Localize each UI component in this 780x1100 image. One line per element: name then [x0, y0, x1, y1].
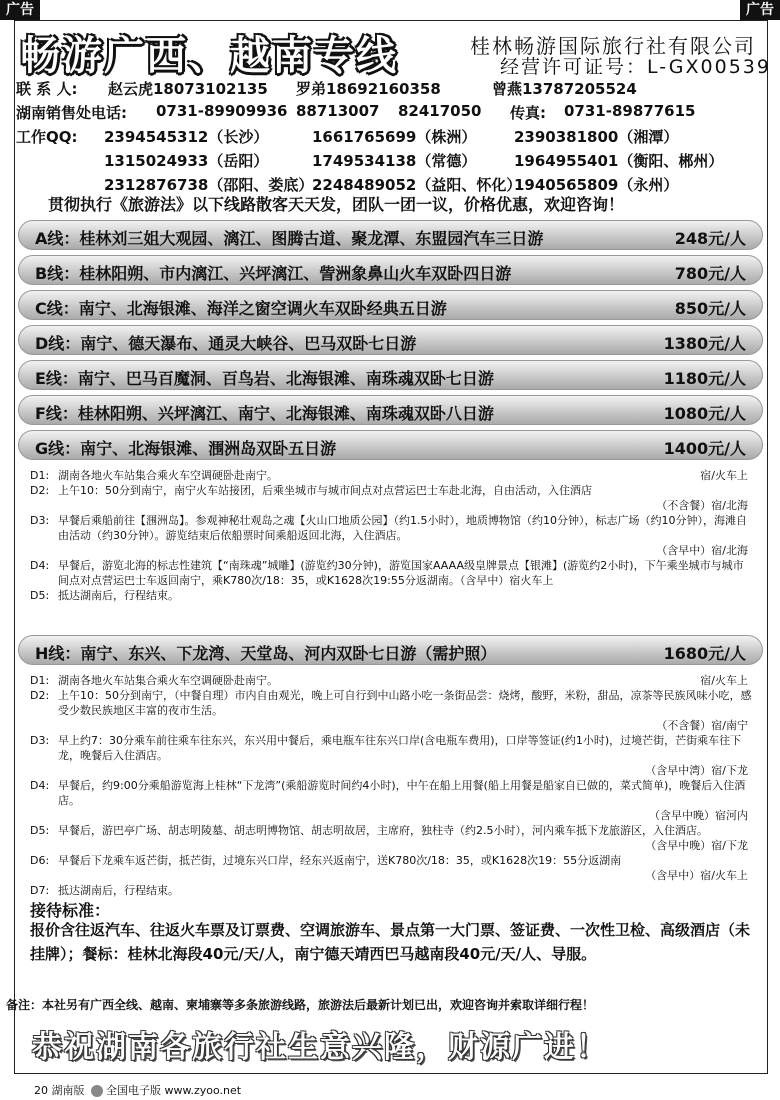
day-text: 抵达湖南后，行程结束。: [58, 589, 179, 602]
itinerary-day: [30, 823, 752, 853]
day-label: D4:: [30, 559, 50, 572]
route-name: A线：桂林刘三姐大观园、漓江、图腾古道、聚龙潭、东盟园汽车三日游: [35, 229, 544, 248]
fax-label: 传真:: [510, 104, 546, 122]
itinerary-day: [30, 483, 752, 513]
website-link[interactable]: www.zyoo.net: [164, 1084, 242, 1097]
office-phone-2: 88713007: [296, 102, 380, 120]
route-name: E线：南宁、巴马百魔洞、百鸟岩、北海银滩、南珠魂双卧七日游: [35, 369, 494, 388]
qq-entry: 2394545312（长沙）: [104, 128, 269, 146]
qq-label: 工作QQ:: [16, 128, 78, 146]
publisher-logo-icon: [91, 1085, 103, 1097]
day-lodging: （含早中湾）宿/下龙: [645, 764, 748, 777]
day-label: D6:: [30, 854, 50, 867]
day-lodging: （不含餐）宿/南宁: [656, 719, 748, 732]
day-lodging: 宿/火车上: [700, 674, 748, 687]
day-lodging: （不含餐）宿/北海: [656, 499, 748, 512]
day-label: D1:: [30, 674, 50, 687]
company-name: 桂林畅游国际旅行社有限公司: [470, 34, 756, 58]
day-text: 早上约7：30分乘车前往乘车往东兴，东兴用中餐后，乘电瓶车往东兴口岸(含电瓶车费用)，口岸等签证(约1小时)，过境芒街，芒街乘车往下龙，晚餐后入住酒店。: [58, 734, 742, 762]
day-text: 早餐后，约9:00分乘船游览海上桂林“下龙湾”(乘船游览时间约4小时)，中午在船上用餐(船上用餐是船家自已做的，菜式简单)，晚餐后入住酒店。: [58, 779, 746, 807]
route-name: C线：南宁、北海银滩、海洋之窗空调火车双卧经典五日游: [35, 299, 447, 318]
itinerary-day: [30, 513, 752, 558]
qq-entry: 2312876738（邵阳、娄底）: [104, 176, 314, 194]
qq-entry: 1964955401（衡阳、郴州）: [514, 152, 724, 170]
day-lodging: （含早中晚）宿河内: [649, 809, 748, 822]
day-label: D1:: [30, 469, 50, 482]
route-price: 1380元/人: [663, 334, 746, 353]
edition: 湖南版: [51, 1084, 85, 1097]
day-lodging: （含早中）宿/北海: [656, 544, 748, 557]
qq-entry: 1749534138（常德）: [312, 152, 477, 170]
day-label: D2:: [30, 689, 50, 702]
day-label: D4:: [30, 779, 50, 792]
slogan: 贯彻执行《旅游法》以下线路散客天天发，团队一团一议，价格优惠，欢迎咨询！: [48, 195, 625, 214]
day-text: 上午10：50分到南宁，（中餐自理）市内自由观光，晚上可自行到中山路小吃一条街品尝：烧烤，酸野，米粉，甜品，凉茶等民族风味小吃，感受少数民族地区丰富的夜市生活。: [58, 689, 752, 717]
itinerary-g: [30, 468, 752, 603]
contact-2: 罗弟18692160358: [296, 80, 441, 98]
itinerary-day: [30, 853, 752, 883]
wish-banner: 恭祝湖南各旅行社生意兴隆，财源广进！: [32, 1030, 608, 1065]
standards-body: 报价含往返汽车、往返火车票及订票费、空调旅游车、景点第一大门票、签证费、一次性卫检、高级酒店（未挂牌）；餐标：桂林北海段40元/天/人，南宁德天靖西巴马越南段40元/天/人、导服。: [30, 921, 751, 963]
day-text: 早餐后，游巴亭广场、胡志明陵墓、胡志明博物馆、胡志明故居，主席府，独柱寺（约2.5小时），河内乘车抵下龙旅游区，入住酒店。: [58, 824, 708, 837]
route-bar-g: [18, 430, 763, 460]
standards-title: 接待标准：: [30, 901, 111, 920]
itinerary-day: [30, 883, 752, 898]
qq-entry: 1940565809（永州）: [514, 176, 679, 194]
route-bar-h: [18, 635, 763, 665]
page-number: 20: [34, 1084, 48, 1097]
fax-number: 0731-89877615: [564, 102, 696, 120]
day-label: D3:: [30, 514, 50, 527]
qq-entry: 1315024933（岳阳）: [104, 152, 269, 170]
day-text: 湖南各地火车站集合乘火车空调硬卧赴南宁。: [58, 469, 278, 482]
itinerary-day: [30, 673, 752, 688]
route-price: 248元/人: [674, 229, 746, 248]
day-text: 早餐后乘船前往【涠洲岛】。参观神秘壮观岛之魂【火山口地质公园】（约1.5小时），地质博物馆（约10分钟），标志广场（约10分钟），海滩自由活动（约30分钟）。游览结束后依船票时间乘船返回北海，入住酒店。: [58, 514, 747, 542]
itinerary-day: [30, 688, 752, 733]
day-lodging: 宿/火车上: [700, 469, 748, 482]
route-price: 1180元/人: [663, 369, 746, 388]
itinerary-h: [30, 673, 752, 898]
office-phone-3: 82417050: [398, 102, 482, 120]
route-price: 1400元/人: [663, 439, 746, 458]
route-bar-d: [18, 325, 763, 355]
contact-3: 曾燕13787205524: [492, 80, 637, 98]
route-bar-e: [18, 360, 763, 390]
itinerary-day: [30, 733, 752, 778]
route-price: 780元/人: [674, 264, 746, 283]
route-bar-b: [18, 255, 763, 285]
route-name: H线：南宁、东兴、下龙湾、天堂岛、河内双卧七日游（需护照）: [35, 644, 497, 663]
route-bar-a: [18, 220, 763, 250]
itinerary-day: [30, 778, 752, 823]
edition-label: 全国电子版: [106, 1084, 161, 1097]
day-text: 早餐后，游览北海的标志性建筑【“南珠魂”城雕】(游览约30分钟)，游览国家AAAA级皇牌景点【银滩】(游览约2小时)，下午乘坐城市与城市间点对点营运巴士车返回南宁，乘K780次/18：35，或K1628次19:55分返湖南。（含早中）宿火车上: [58, 559, 744, 587]
contacts-label: 联 系 人:: [16, 80, 78, 98]
day-label: D5:: [30, 824, 50, 837]
route-name: D线：南宁、德天瀑布、通灵大峡谷、巴马双卧七日游: [35, 334, 417, 353]
route-bar-c: [18, 290, 763, 320]
day-text: 早餐后下龙乘车返芒街，抵芒街，过境东兴口岸，经东兴返南宁，送K780次/18：35，或K1628次19：55分返湖南: [58, 854, 622, 867]
qq-entry: 2248489052（益阳、怀化）: [312, 176, 522, 194]
route-bar-f: [18, 395, 763, 425]
license-number: 经营许可证号：L-GX00539: [500, 56, 771, 78]
route-name: G线：南宁、北海银滩、涠洲岛双卧五日游: [35, 439, 337, 458]
route-price: 1680元/人: [663, 644, 746, 663]
day-label: D2:: [30, 484, 50, 497]
ad-label-right: 广告: [740, 0, 780, 20]
itinerary-day: [30, 468, 752, 483]
day-label: D3:: [30, 734, 50, 747]
day-text: 上午10：50分到南宁，南宁火车站接团，后乘坐城市与城市间点对点营运巴士车赴北海，自由活动，入住酒店: [58, 484, 592, 497]
contact-1: 赵云虎18073102135: [108, 80, 268, 98]
day-text: 湖南各地火车站集合乘火车空调硬卧赴南宁。: [58, 674, 278, 687]
ad-label-left: 广告: [0, 0, 40, 20]
itinerary-day: [30, 558, 752, 588]
route-name: B线：桂林阳朔、市内漓江、兴坪漓江、訾洲象鼻山火车双卧四日游: [35, 264, 512, 283]
day-lodging: （含早中）宿/火车上: [645, 869, 748, 882]
note: 备注：本社另有广西全线、越南、柬埔寨等多条旅游线路，旅游法后最新计划已出，欢迎咨询并索取详细行程！: [6, 998, 595, 1012]
route-name: F线：桂林阳朔、兴坪漓江、南宁、北海银滩、南珠魂双卧八日游: [35, 404, 494, 423]
itinerary-day: [30, 588, 752, 603]
page-title: 畅游广西、越南专线: [20, 33, 398, 79]
route-price: 850元/人: [674, 299, 746, 318]
day-lodging: （含早中晚）宿/下龙: [645, 839, 748, 852]
qq-entry: 2390381800（湘潭）: [514, 128, 679, 146]
day-label: D5:: [30, 589, 50, 602]
footer: [34, 1082, 241, 1098]
day-text: 抵达湖南后，行程结束。: [58, 884, 179, 897]
qq-entry: 1661765699（株洲）: [312, 128, 477, 146]
route-price: 1080元/人: [663, 404, 746, 423]
office-label: 湖南销售处电话:: [16, 104, 127, 122]
office-phone-1: 0731-89909936: [156, 102, 288, 120]
day-label: D7:: [30, 884, 50, 897]
